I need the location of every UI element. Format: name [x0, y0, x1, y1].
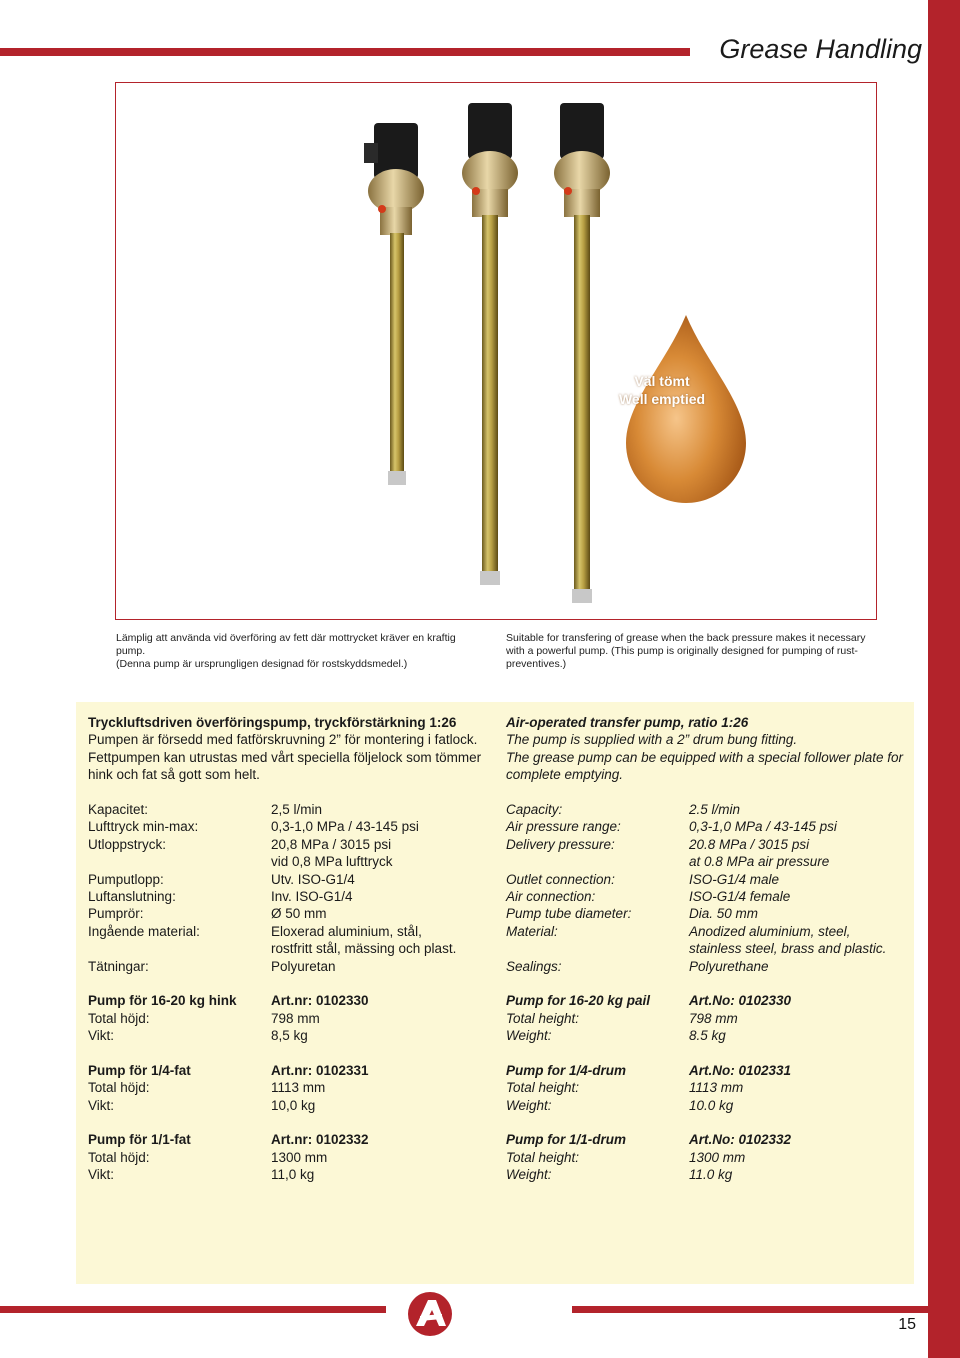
model-art-number: Art.No: 0102331: [689, 1062, 792, 1078]
spec-column-english: [506, 714, 906, 1184]
spec-value: ISO-G1/4 male: [689, 871, 780, 887]
spec-row: [506, 871, 906, 888]
pump-medium: [462, 103, 518, 585]
spec-key: Pump tube diameter:: [506, 906, 632, 922]
spec-key: Ingående material:: [88, 923, 200, 939]
spec-heading-sv: Tryckluftsdriven överföringspump, tryckförstärkning 1:26: [88, 715, 457, 730]
model-art-number: Art.nr: 0102332: [271, 1132, 369, 1148]
spec-value: at 0.8 MPa air pressure: [689, 854, 830, 870]
model-weight-label: Vikt:: [88, 1097, 115, 1113]
assalub-logo-mark: [406, 1288, 578, 1340]
model-block-en: [506, 992, 906, 1044]
model-weight: 8,5 kg: [271, 1028, 308, 1044]
spec-row: [506, 888, 906, 905]
model-height: 1113 mm: [689, 1080, 744, 1096]
spec-value: 20.8 MPa / 3015 psi: [689, 836, 810, 852]
spec-value: 0,3-1,0 MPa / 43-145 psi: [271, 819, 419, 835]
spec-value: Ø 50 mm: [271, 906, 327, 922]
model-weight: 10.0 kg: [689, 1097, 734, 1113]
spec-para1-en: The pump is supplied with a 2” drum bung fitting.: [506, 732, 798, 748]
spec-value: Eloxerad aluminium, stål,: [271, 923, 422, 939]
model-height: 798 mm: [271, 1010, 320, 1026]
spec-value: vid 0,8 MPa lufttryck: [271, 854, 393, 870]
page-number: 15: [898, 1316, 916, 1333]
oil-drop: [626, 315, 746, 503]
spec-key: Sealings:: [506, 958, 562, 974]
spec-row: [506, 958, 906, 975]
spec-list-sv: [88, 801, 484, 975]
spec-row: [88, 836, 484, 853]
spec-key: Lufttryck min-max:: [88, 819, 199, 835]
spec-column-swedish: [88, 714, 484, 1184]
model-weight: 11,0 kg: [271, 1167, 315, 1183]
model-weight: 10,0 kg: [271, 1097, 316, 1113]
spec-panel: [76, 702, 914, 1284]
model-name: Pump for 16-20 kg pail: [506, 993, 651, 1009]
spec-row: [506, 923, 906, 940]
spec-value: rostfritt stål, mässing och plast.: [271, 941, 457, 957]
spec-row: [506, 853, 906, 870]
spec-key: Air pressure range:: [506, 819, 621, 835]
model-height-label: Total höjd:: [88, 1149, 150, 1165]
model-block-sv: [88, 992, 484, 1044]
model-name: Pump för 1/4-fat: [88, 1062, 191, 1078]
spec-value: Anodized aluminium, steel,: [689, 923, 851, 939]
spec-value: 2.5 l/min: [689, 802, 741, 818]
spec-row: [506, 836, 906, 853]
spec-value: stainless steel, brass and plastic.: [689, 941, 887, 957]
model-name: Pump for 1/4-drum: [506, 1062, 627, 1078]
spec-key: Pumprör:: [88, 906, 144, 922]
spec-value: 20,8 MPa / 3015 psi: [271, 836, 392, 852]
spec-row: [88, 853, 484, 870]
spec-key: Capacity:: [506, 802, 563, 818]
spec-row: [506, 905, 906, 922]
caption-sv-line1: Lämplig att använda vid överföring av fett där mottrycket kräver en kraftig pump.: [116, 632, 456, 657]
spec-row: [506, 801, 906, 818]
model-weight: 11.0 kg: [689, 1167, 733, 1183]
model-art-number: Art.No: 0102330: [689, 993, 792, 1009]
spec-key: Outlet connection:: [506, 871, 615, 887]
model-weight: 8.5 kg: [689, 1028, 726, 1044]
spec-row: [88, 923, 484, 940]
pump-long: [554, 103, 610, 603]
model-weight-label: Weight:: [506, 1167, 552, 1183]
spec-value: 2,5 l/min: [271, 802, 323, 818]
model-art-number: Art.nr: 0102330: [271, 993, 369, 1009]
model-weight-label: Weight:: [506, 1097, 552, 1113]
spec-row: [88, 888, 484, 905]
drop-label-sv: Väl tömt: [634, 373, 690, 389]
spec-key: Air connection:: [506, 888, 596, 904]
spec-para1-sv: Pumpen är försedd med fatförskruvning 2” för montering i fatlock.: [88, 732, 478, 748]
assalub-logo: [406, 1288, 578, 1340]
spec-row: [88, 905, 484, 922]
model-art-number: Art.nr: 0102331: [271, 1062, 369, 1078]
model-name: Pump för 16-20 kg hink: [88, 993, 237, 1009]
spec-value: Utv. ISO-G1/4: [271, 871, 355, 887]
spec-value: Inv. ISO-G1/4: [271, 888, 353, 904]
model-block-sv: [88, 1131, 484, 1183]
spec-key: Tätningar:: [88, 958, 149, 974]
product-photo: [115, 82, 877, 620]
footer-rule-right: [572, 1306, 928, 1313]
model-block-sv: [88, 1062, 484, 1114]
model-art-number: Art.No: 0102332: [689, 1132, 792, 1148]
spec-key: Luftanslutning:: [88, 888, 176, 904]
spec-row: [88, 940, 484, 957]
spec-list-en: [506, 801, 906, 975]
model-name: Pump för 1/1-fat: [88, 1132, 191, 1148]
page-title: Grease Handling: [719, 34, 922, 64]
model-height-label: Total höjd:: [88, 1080, 150, 1096]
caption-sv-line2: (Denna pump är ursprungligen designad för rostskyddsmedel.): [116, 658, 408, 670]
model-height: 1113 mm: [271, 1080, 326, 1096]
spec-key: Delivery pressure:: [506, 836, 615, 852]
spec-row: [88, 818, 484, 835]
header-rule: [0, 48, 690, 56]
model-height-label: Total height:: [506, 1149, 580, 1165]
spec-key: Pumputlopp:: [88, 871, 164, 887]
model-height: 798 mm: [689, 1010, 738, 1026]
spec-value: Dia. 50 mm: [689, 906, 759, 922]
pumps-illustration: [116, 83, 876, 619]
footer-rule-left: [0, 1306, 386, 1313]
spec-value: ISO-G1/4 female: [689, 888, 791, 904]
spec-para2-sv: Fettpumpen kan utrustas med vårt speciella följelock som tömmer hink och fat så gott som helt.: [88, 749, 482, 783]
model-weight-label: Vikt:: [88, 1028, 115, 1044]
model-block-en: [506, 1062, 906, 1114]
drop-label-en: Well emptied: [618, 391, 706, 407]
spec-key: Kapacitet:: [88, 802, 149, 818]
spec-value: 0,3-1,0 MPa / 43-145 psi: [689, 819, 837, 835]
model-height-label: Total height:: [506, 1080, 580, 1096]
spec-para2-en: The grease pump can be equipped with a special follower plate for complete emptying.: [506, 749, 903, 783]
model-height-label: Total height:: [506, 1010, 580, 1026]
side-accent-bar: [928, 0, 960, 1358]
model-height: 1300 mm: [271, 1149, 328, 1165]
spec-key: Utloppstryck:: [88, 836, 167, 852]
spec-value: Polyuretan: [271, 958, 336, 974]
model-name: Pump for 1/1-drum: [506, 1132, 627, 1148]
model-height: 1300 mm: [689, 1149, 746, 1165]
spec-heading-en: Air-operated transfer pump, ratio 1:26: [506, 715, 749, 730]
spec-row: [506, 818, 906, 835]
model-height-label: Total höjd:: [88, 1010, 150, 1026]
spec-row: [506, 940, 906, 957]
spec-value: Polyurethane: [689, 958, 769, 974]
model-weight-label: Vikt:: [88, 1167, 115, 1183]
spec-row: [88, 801, 484, 818]
caption-swedish: [116, 632, 476, 671]
pump-short: [364, 123, 424, 485]
model-weight-label: Weight:: [506, 1028, 552, 1044]
spec-row: [88, 871, 484, 888]
caption-english: [506, 632, 866, 671]
spec-key: Material:: [506, 923, 558, 939]
caption-en-text: Suitable for transfering of grease when the back pressure makes it necessary with a powerful pump. (This pump is originally designed for pumping of rust-preventives.): [506, 632, 866, 670]
model-block-en: [506, 1131, 906, 1183]
spec-row: [88, 958, 484, 975]
